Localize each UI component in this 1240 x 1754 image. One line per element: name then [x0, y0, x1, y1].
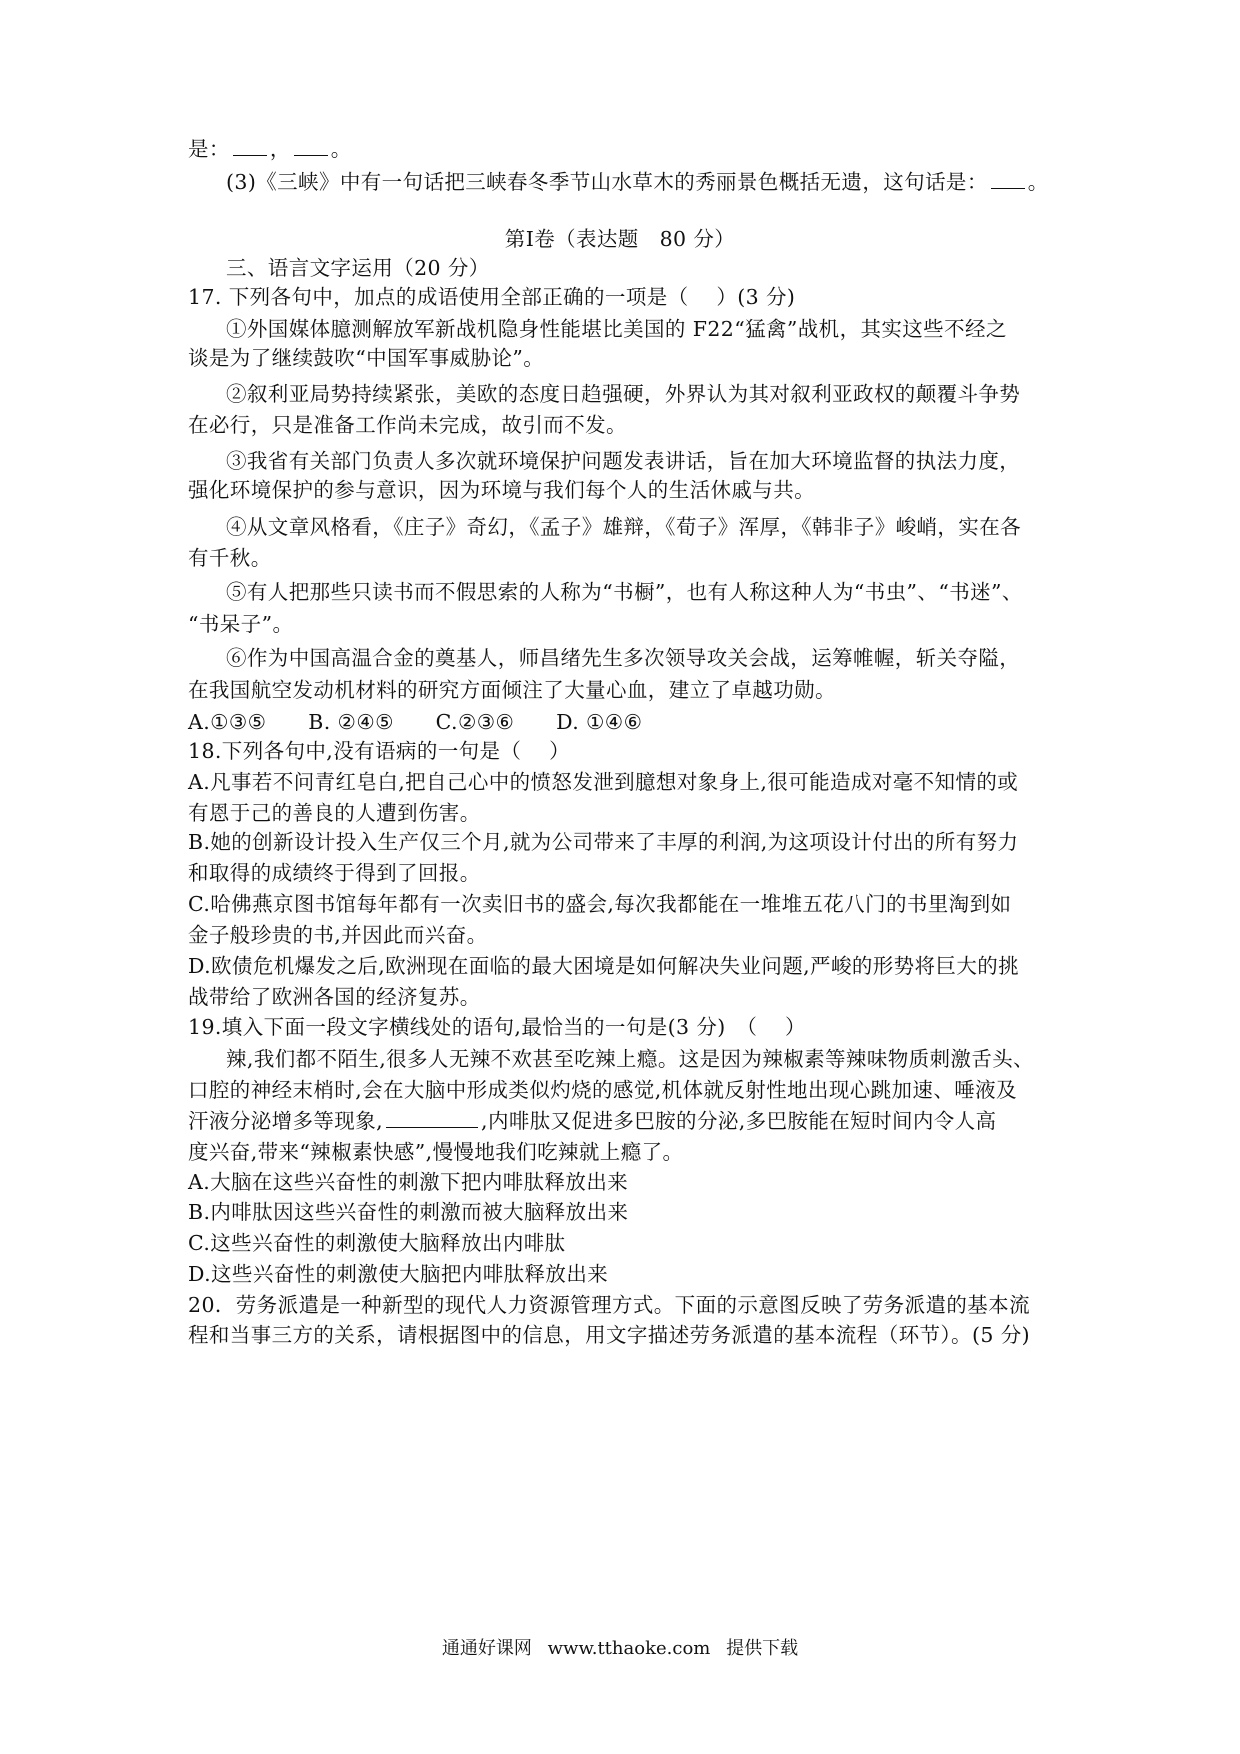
q19-option-d: D.这些兴奋性的刺激使大脑把内啡肽释放出来: [188, 1262, 609, 1286]
q17-sentence-2: ②叙利亚局势持续紧张，美欧的态度日趋强硬，外界认为其对叙利亚政权的颠覆斗争势: [226, 382, 1021, 406]
q19-passage-3-after: ,内啡肽又促进多巴胺的分泌,多巴胺能在短时间内令人高: [481, 1109, 997, 1133]
q19-passage-3: [188, 1106, 1058, 1136]
fill-prefix: 是：: [188, 137, 230, 161]
fill-end: 。: [330, 137, 352, 161]
q19-option-b: B.内啡肽因这些兴奋性的刺激而被大脑释放出来: [188, 1200, 629, 1224]
q19-passage-3-before: 汗液分泌增多等现象,: [188, 1109, 384, 1133]
q19-passage-1: 辣,我们都不陌生,很多人无辣不欢甚至吃辣上瘾。这是因为辣椒素等辣味物质刺激舌头、: [226, 1047, 1035, 1071]
q20-stem-2: 程和当事三方的关系，请根据图中的信息，用文字描述劳务派遣的基本流程（环节）。(5 分): [188, 1323, 1031, 1347]
section-title: 第Ⅰ卷（表达题 80 分）: [504, 227, 736, 251]
q18-option-c-cont: 金子般珍贵的书,并因此而兴奋。: [188, 923, 488, 947]
fill-line-2: [226, 167, 1058, 197]
q19-option-a: A.大脑在这些兴奋性的刺激下把内啡肽释放出来: [188, 1170, 629, 1194]
fill-question-3: (3)《三峡》中有一句话把三峡春冬季节山水草木的秀丽景色概括无遗，这句话是：: [226, 170, 988, 194]
footer-suffix: 提供下载: [726, 1638, 799, 1659]
fill-end: 。: [1027, 170, 1049, 194]
q20-stem-1: 20．劳务派遣是一种新型的现代人力资源管理方式。下面的示意图反映了劳务派遣的基本流: [188, 1293, 1030, 1317]
q17-sentence-1-cont: 谈是为了继续鼓吹“中国军事威胁论”。: [188, 346, 545, 370]
answer-blank: [991, 168, 1025, 189]
footer-url[interactable]: www.tthaoke.com: [547, 1638, 711, 1659]
answer-blank: [233, 135, 267, 156]
q17-options: A.①③⑤ B. ②④⑤ C.②③⑥ D. ①④⑥: [188, 710, 643, 734]
q17-sentence-1: ①外国媒体臆测解放军新战机隐身性能堪比美国的 F22“猛禽”战机，其实这些不经之: [226, 317, 1007, 341]
q18-option-a: A.凡事若不问青红皂白,把自己心中的愤怒发泄到臆想对象身上,很可能造成对毫不知情的或: [188, 770, 1019, 794]
q17-sentence-2-cont: 在必行，只是准备工作尚未完成，故引而不发。: [188, 413, 627, 437]
page-footer: [0, 1636, 1240, 1662]
q18-stem: 18.下列各句中,没有语病的一句是（ ）: [188, 739, 571, 763]
q19-passage-2: 口腔的神经末梢时,会在大脑中形成类似灼烧的感觉,机体就反射性地出现心跳加速、唾液及: [188, 1078, 1017, 1102]
q17-sentence-6-cont: 在我国航空发动机材料的研究方面倾注了大量心血，建立了卓越功勋。: [188, 678, 836, 702]
q17-sentence-4: ④从文章风格看，《庄子》奇幻，《孟子》雄辩，《荀子》浑厚，《韩非子》峻峭，实在各: [226, 515, 1021, 539]
q17-stem: 17. 下列各句中，加点的成语使用全部正确的一项是（ ）(3 分): [188, 285, 796, 309]
fill-sep: ，: [269, 137, 291, 161]
q17-sentence-6: ⑥作为中国高温合金的奠基人，师昌绪先生多次领导攻关会战，运筹帷幄，斩关夺隘，: [226, 646, 1021, 670]
fill-line-1: [188, 134, 1058, 164]
q18-option-b: B.她的创新设计投入生产仅三个月,就为公司带来了丰厚的利润,为这项设计付出的所有努力: [188, 830, 1019, 854]
q18-option-d: D.欧债危机爆发之后,欧洲现在面临的最大困境是如何解决失业问题,严峻的形势将巨大的挑: [188, 954, 1020, 978]
q17-sentence-3: ③我省有关部门负责人多次就环境保护问题发表讲话，旨在加大环境监督的执法力度，: [226, 449, 1021, 473]
answer-blank: [386, 1107, 478, 1128]
q18-option-d-cont: 战带给了欧洲各国的经济复苏。: [188, 985, 481, 1009]
q18-option-b-cont: 和取得的成绩终于得到了回报。: [188, 861, 481, 885]
footer-site-name: 通通好课网: [441, 1638, 532, 1659]
q17-sentence-3-cont: 强化环境保护的参与意识，因为环境与我们每个人的生活休戚与共。: [188, 478, 815, 502]
q17-sentence-5: ⑤有人把那些只读书而不假思索的人称为“书橱”，也有人称这种人为“书虫”、“书迷”、: [226, 580, 1023, 604]
q19-passage-4: 度兴奋,带来“辣椒素快感”,慢慢地我们吃辣就上瘾了。: [188, 1140, 684, 1164]
q17-sentence-5-cont: “书呆子”。: [188, 612, 294, 636]
q19-option-c: C.这些兴奋性的刺激使大脑释放出内啡肽: [188, 1231, 566, 1255]
answer-blank: [294, 135, 328, 156]
q18-option-a-cont: 有恩于己的善良的人遭到伤害。: [188, 801, 481, 825]
q19-stem: 19.填入下面一段文字横线处的语句,最恰当的一句是(3 分) （ ）: [188, 1015, 806, 1039]
q18-option-c: C.哈佛燕京图书馆每年都有一次卖旧书的盛会,每次我都能在一堆堆五花八门的书里淘到如: [188, 892, 1012, 916]
q17-sentence-4-cont: 有千秋。: [188, 546, 272, 570]
section-subtitle: 三、语言文字运用（20 分）: [226, 256, 490, 280]
